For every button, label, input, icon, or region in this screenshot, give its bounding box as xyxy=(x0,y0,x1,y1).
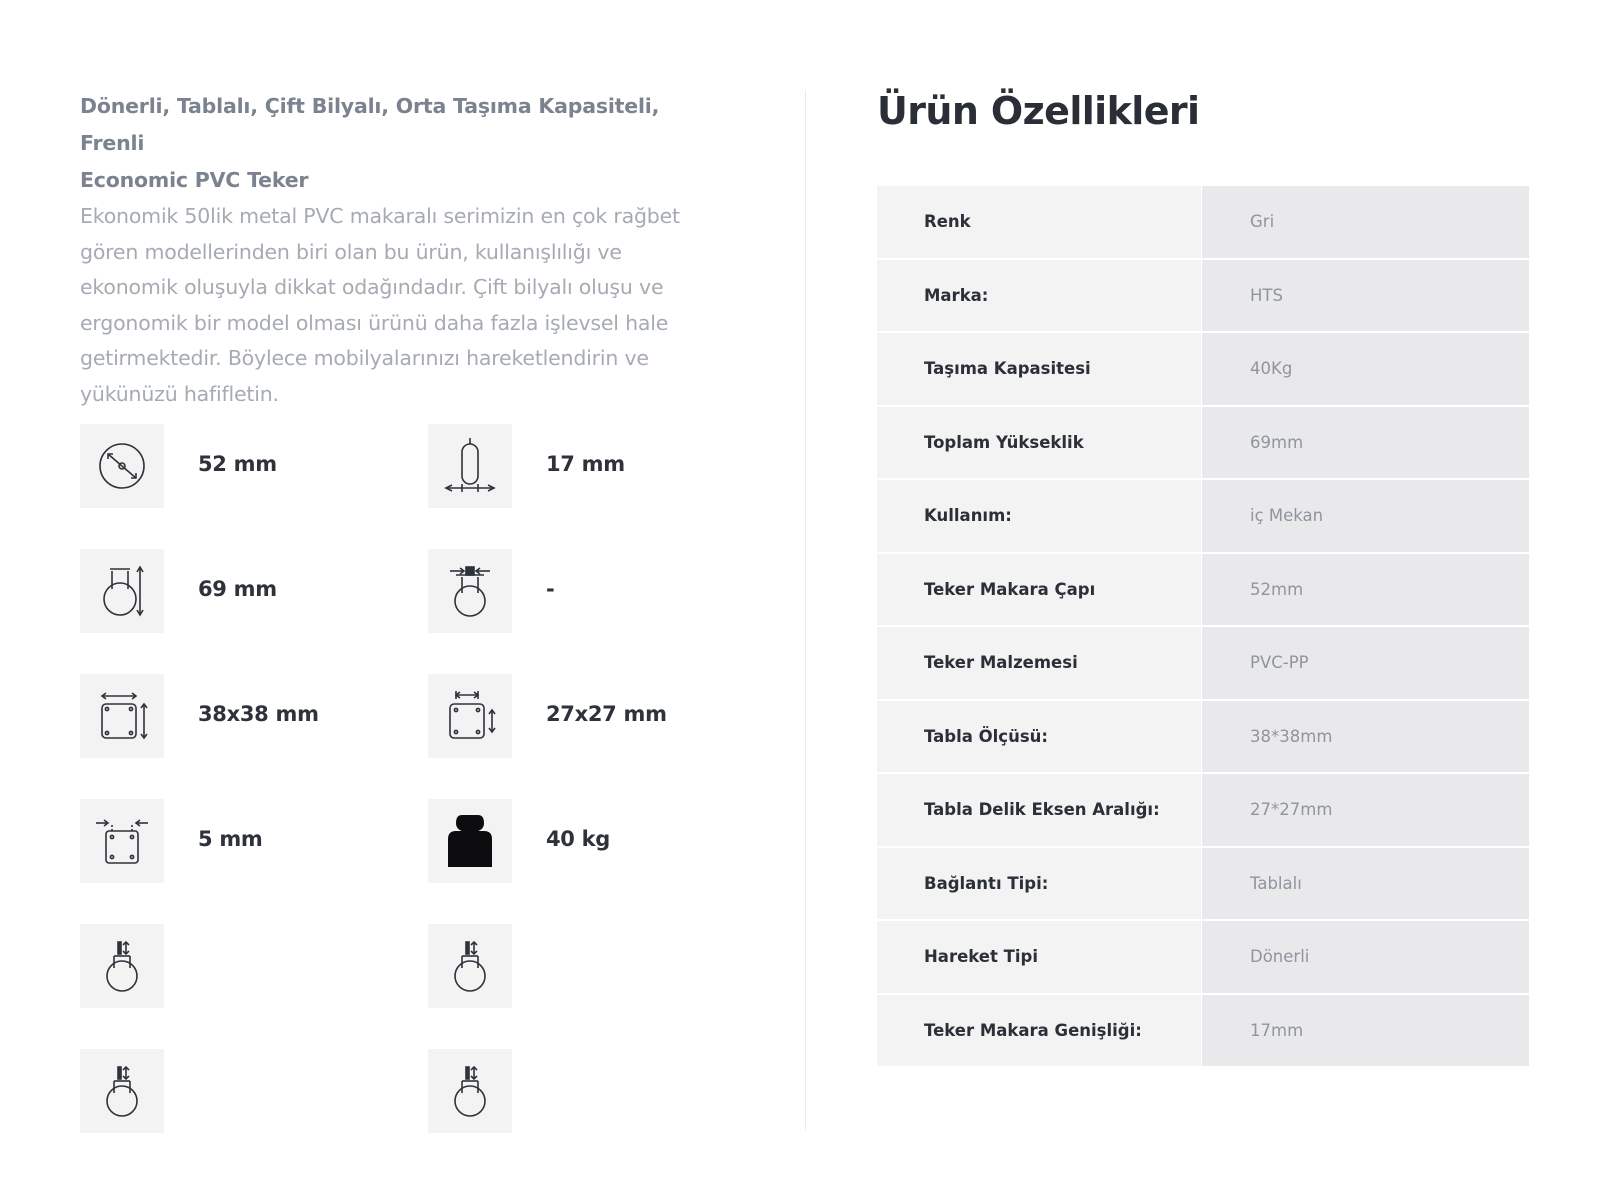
row-label: Toplam Yükseklik xyxy=(877,407,1202,479)
row-label: Kullanım: xyxy=(877,480,1202,552)
spec-value: 40 kg xyxy=(546,827,611,851)
caster-brake-icon xyxy=(80,1049,164,1133)
table-row xyxy=(877,701,1529,773)
row-value: 38*38mm xyxy=(1202,701,1529,773)
row-label: Hareket Tipi xyxy=(877,921,1202,993)
spec-item xyxy=(428,424,748,508)
bolt-hole-diameter-icon xyxy=(80,799,164,883)
row-value: 69mm xyxy=(1202,407,1529,479)
table-row xyxy=(877,774,1529,846)
spec-item xyxy=(428,1049,748,1133)
row-label: Tabla Delik Eksen Aralığı: xyxy=(877,774,1202,846)
spec-value: 52 mm xyxy=(198,452,277,476)
product-info xyxy=(80,88,720,413)
product-title-line2: Economic PVC Teker xyxy=(80,168,309,192)
spec-item xyxy=(428,924,748,1008)
row-label: Taşıma Kapasitesi xyxy=(877,333,1202,405)
row-label: Teker Malzemesi xyxy=(877,627,1202,699)
spec-item xyxy=(80,799,400,883)
total-height-icon xyxy=(80,549,164,633)
spec-item xyxy=(80,674,400,758)
features-title: Ürün Özellikleri xyxy=(877,89,1200,133)
row-value: HTS xyxy=(1202,260,1529,332)
features-section xyxy=(877,80,1529,142)
wheel-diameter-icon xyxy=(80,424,164,508)
table-row xyxy=(877,186,1529,258)
spec-item xyxy=(80,924,400,1008)
table-row xyxy=(877,627,1529,699)
offset-icon xyxy=(428,549,512,633)
spec-value: 27x27 mm xyxy=(546,702,667,726)
caster-brake-icon xyxy=(428,1049,512,1133)
row-value: 17mm xyxy=(1202,995,1529,1067)
plate-size-icon xyxy=(80,674,164,758)
row-value: 40Kg xyxy=(1202,333,1529,405)
features-table xyxy=(877,186,1529,1068)
column-divider xyxy=(805,90,806,1130)
row-value: Tablalı xyxy=(1202,848,1529,920)
product-title-line1: Dönerli, Tablalı, Çift Bilyalı, Orta Taşıma Kapasiteli, Frenli xyxy=(80,94,660,155)
spec-value: 69 mm xyxy=(198,577,277,601)
spec-value: 38x38 mm xyxy=(198,702,319,726)
row-value: 27*27mm xyxy=(1202,774,1529,846)
spec-item xyxy=(428,799,748,883)
row-value: 52mm xyxy=(1202,554,1529,626)
spec-value: 17 mm xyxy=(546,452,625,476)
row-label: Teker Makara Çapı xyxy=(877,554,1202,626)
table-row xyxy=(877,407,1529,479)
table-row xyxy=(877,995,1529,1067)
row-label: Bağlantı Tipi: xyxy=(877,848,1202,920)
bolt-hole-spacing-icon xyxy=(428,674,512,758)
table-row xyxy=(877,848,1529,920)
wheel-width-icon xyxy=(428,424,512,508)
row-label: Marka: xyxy=(877,260,1202,332)
table-row xyxy=(877,554,1529,626)
spec-item xyxy=(80,424,400,508)
product-description: Ekonomik 50lik metal PVC makaralı serimizin en çok rağbet gören modellerinden biri olan bu ürün, kullanışlılığı ve ekonomik oluşuyla dikkat odağındadır. Çift bilyalı oluşu ve ergonomik bir model olması ürünü daha fazla işlevsel hale getirmektedir. Böylece mobilyalarınızı hareketlendirin ve yükünüzü hafifletin. xyxy=(80,204,680,406)
spec-value: 5 mm xyxy=(198,827,263,851)
spec-item xyxy=(80,549,400,633)
row-label: Tabla Ölçüsü: xyxy=(877,701,1202,773)
spec-item xyxy=(80,1049,400,1133)
table-row xyxy=(877,480,1529,552)
row-label: Renk xyxy=(877,186,1202,258)
product-title xyxy=(80,88,720,199)
caster-brake-icon xyxy=(428,924,512,1008)
row-value: Dönerli xyxy=(1202,921,1529,993)
row-value: PVC-PP xyxy=(1202,627,1529,699)
row-label: Teker Makara Genişliği: xyxy=(877,995,1202,1067)
table-row xyxy=(877,333,1529,405)
caster-brake-icon xyxy=(80,924,164,1008)
table-row xyxy=(877,921,1529,993)
table-row xyxy=(877,260,1529,332)
spec-value: - xyxy=(546,577,555,601)
spec-item xyxy=(428,674,748,758)
row-value: iç Mekan xyxy=(1202,480,1529,552)
spec-item xyxy=(428,549,748,633)
row-value: Gri xyxy=(1202,186,1529,258)
load-capacity-icon xyxy=(428,799,512,883)
